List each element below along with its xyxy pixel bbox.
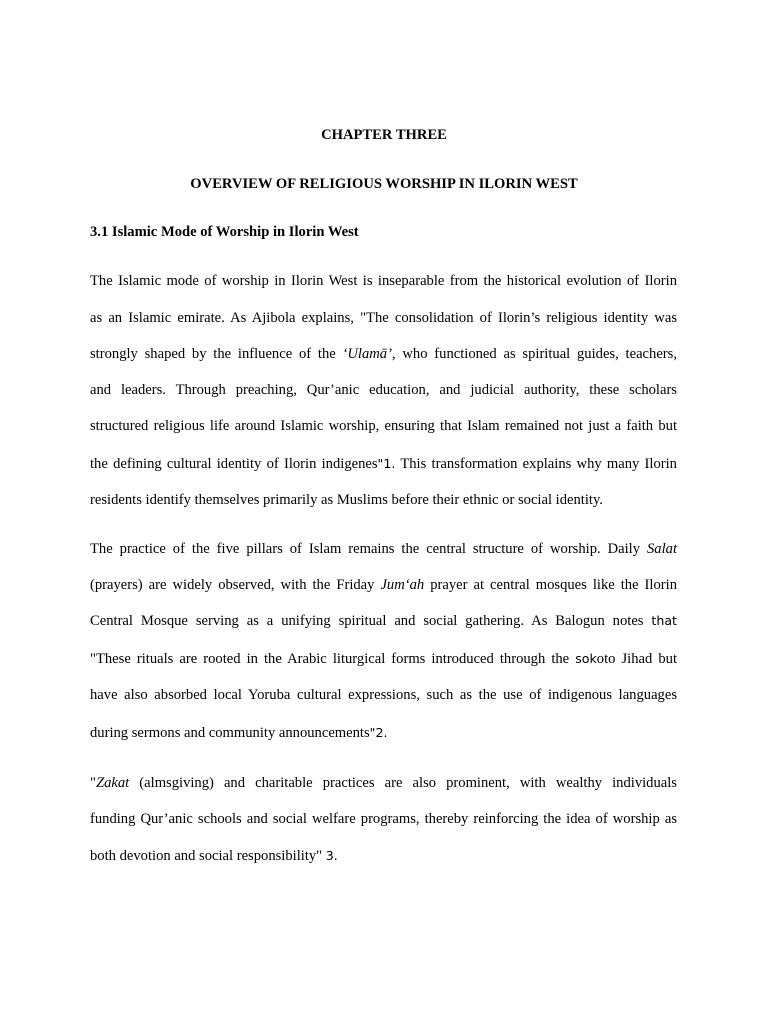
footnote-ref: 3. [325,848,338,863]
italic-term: Salat [647,541,677,557]
paragraph-line: The Islamic mode of worship in Ilorin West is inseparable from the historical evolution of Ilorin [90,273,677,289]
footnote-ref: "1. [377,456,396,471]
chapter-title: CHAPTER THREE [321,127,447,143]
paragraph-line: strongly shaped by the influence of the ‘Ulamā’, who functioned as spiritual guides, teachers, [90,346,677,362]
paragraph-line: Central Mosque serving as a unifying spiritual and social gathering. As Balogun notes that [90,613,677,629]
paragraph-line: The practice of the five pillars of Islam remains the central structure of worship. Daily Salat [90,541,677,557]
paragraph-line: "Zakat (almsgiving) and charitable practices are also prominent, with wealthy individuals [90,775,677,791]
paragraph-line: funding Qur’anic schools and social welfare programs, thereby reinforcing the idea of worship as [90,811,677,827]
footnote-ref: "2. [369,725,388,740]
paragraph-line: structured religious life around Islamic worship, ensuring that Islam remained not just a faith but [90,418,677,434]
paragraph-line: (prayers) are widely observed, with the Friday Jum‘ah prayer at central mosques like the Ilorin [90,577,677,593]
paragraph-line: both devotion and social responsibility" 3. [90,848,338,864]
italic-term: ‘Ulamā’ [342,346,392,362]
paragraph-line: and leaders. Through preaching, Qur’anic education, and judicial authority, these scholars [90,382,677,398]
section-heading: 3.1 Islamic Mode of Worship in Ilorin West [90,224,359,240]
italic-term: Zakat [95,775,130,791]
paragraph-line: have also absorbed local Yoruba cultural expressions, such as the use of indigenous languages [90,687,677,703]
paragraph-line: as an Islamic emirate. As Ajibola explains, "The consolidation of Ilorin’s religious identity was [90,310,677,326]
italic-term: Jum‘ah [380,577,425,593]
chapter-subtitle: OVERVIEW OF RELIGIOUS WORSHIP IN ILORIN WEST [190,176,578,192]
paragraph-line: "These rituals are rooted in the Arabic liturgical forms introduced through the sokoto Jihad but [90,651,677,667]
paragraph-line: residents identify themselves primarily as Muslims before their ethnic or social identity. [90,492,603,508]
paragraph-line: during sermons and community announcements"2. [90,725,388,741]
paragraph-line: the defining cultural identity of Ilorin indigenes"1. This transformation explains why many Ilorin [90,456,677,472]
